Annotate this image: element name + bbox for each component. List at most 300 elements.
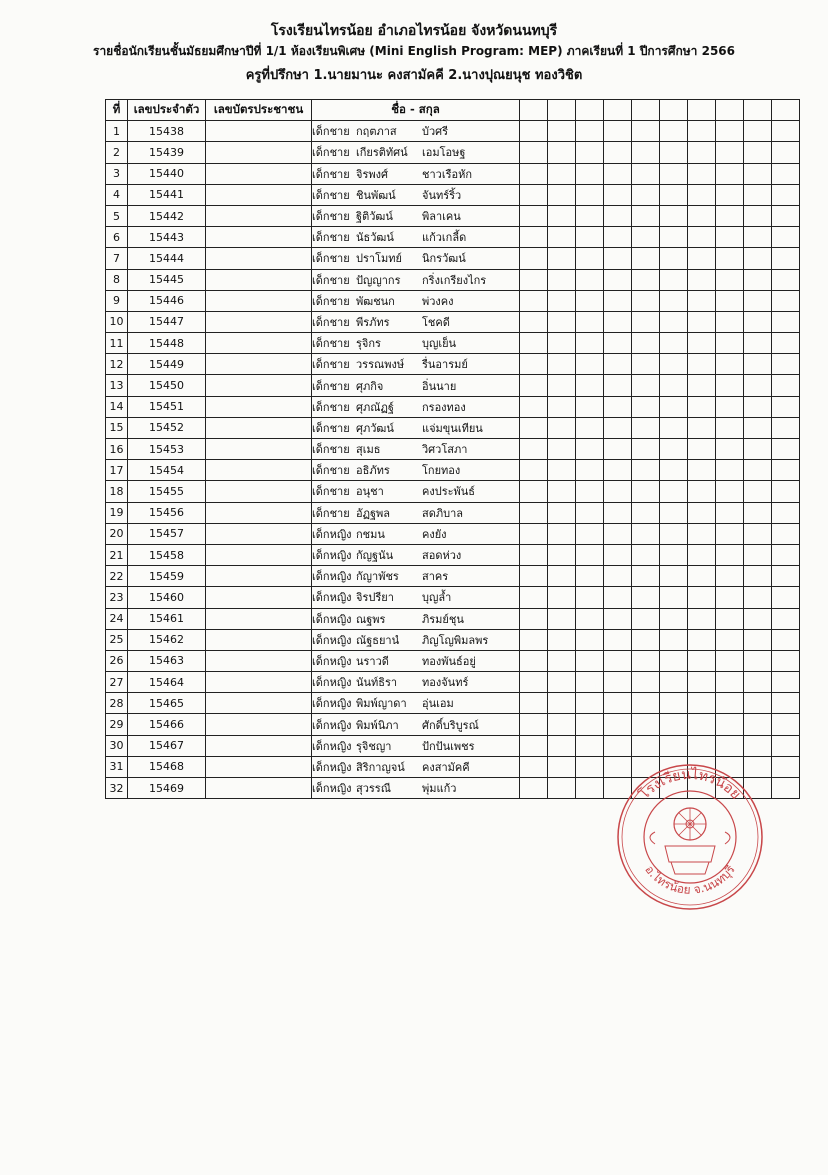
blank-cell xyxy=(548,735,576,756)
student-name-cell xyxy=(312,629,520,650)
last-name: จันทร์ริ้ว xyxy=(422,188,462,202)
row-number: 29 xyxy=(106,714,128,735)
blank-cell xyxy=(604,121,632,142)
blank-cell xyxy=(576,417,604,438)
table-header-row xyxy=(106,100,800,121)
blank-cell xyxy=(576,629,604,650)
blank-cell xyxy=(716,460,744,481)
blank-cell xyxy=(548,693,576,714)
blank-cell xyxy=(604,566,632,587)
blank-cell xyxy=(688,375,716,396)
student-name-cell xyxy=(312,608,520,629)
name-prefix: เด็กหญิง xyxy=(312,782,352,796)
blank-cell xyxy=(688,587,716,608)
row-number: 9 xyxy=(106,290,128,311)
student-name-cell xyxy=(312,714,520,735)
name-prefix: เด็กชาย xyxy=(312,294,350,308)
seal-bottom-text: อ.ไทรน้อย จ.นนทบุรี xyxy=(642,862,738,897)
national-id-cell xyxy=(206,333,312,354)
blank-cell xyxy=(772,439,800,460)
table-row xyxy=(106,290,800,311)
blank-cell xyxy=(548,523,576,544)
blank-cell xyxy=(632,439,660,460)
blank-cell xyxy=(772,227,800,248)
row-number: 14 xyxy=(106,396,128,417)
blank-cell xyxy=(576,290,604,311)
blank-cell xyxy=(520,566,548,587)
blank-cell xyxy=(660,587,688,608)
blank-cell xyxy=(660,544,688,565)
blank-cell xyxy=(772,184,800,205)
blank-cell xyxy=(520,396,548,417)
blank-cell xyxy=(660,375,688,396)
blank-cell xyxy=(772,778,800,799)
blank-cell xyxy=(520,290,548,311)
blank-cell xyxy=(744,650,772,671)
blank-cell xyxy=(548,184,576,205)
blank-cell xyxy=(548,460,576,481)
blank-cell xyxy=(772,375,800,396)
blank-cell xyxy=(576,333,604,354)
table-row xyxy=(106,650,800,671)
table-row xyxy=(106,608,800,629)
blank-cell xyxy=(744,523,772,544)
blank-cell xyxy=(604,481,632,502)
student-id: 15459 xyxy=(128,566,206,587)
blank-cell xyxy=(604,439,632,460)
table-row xyxy=(106,502,800,523)
blank-cell xyxy=(660,608,688,629)
blank-cell xyxy=(688,142,716,163)
blank-cell xyxy=(716,205,744,226)
blank-cell xyxy=(772,333,800,354)
student-name-cell xyxy=(312,396,520,417)
blank-cell xyxy=(716,481,744,502)
first-name: อนุชา xyxy=(356,485,384,499)
blank-cell xyxy=(604,248,632,269)
blank-cell xyxy=(772,735,800,756)
blank-cell xyxy=(772,650,800,671)
name-prefix: เด็กหญิง xyxy=(312,654,352,668)
first-name: ฐิติวัฒน์ xyxy=(356,210,393,224)
blank-cell xyxy=(548,227,576,248)
first-name: พิมพ์นิภา xyxy=(356,718,399,732)
first-name: จิรปรียา xyxy=(356,591,394,605)
blank-cell xyxy=(604,354,632,375)
blank-cell xyxy=(716,248,744,269)
first-name: กชมน xyxy=(356,527,385,541)
last-name: คงสามัคคี xyxy=(422,760,470,774)
blank-cell xyxy=(548,417,576,438)
student-id: 15463 xyxy=(128,650,206,671)
name-prefix: เด็กชาย xyxy=(312,379,350,393)
blank-cell xyxy=(604,629,632,650)
blank-cell xyxy=(744,269,772,290)
blank-cell xyxy=(632,354,660,375)
blank-cell xyxy=(520,227,548,248)
blank-cell xyxy=(660,227,688,248)
blank-cell xyxy=(688,544,716,565)
blank-cell xyxy=(772,396,800,417)
name-prefix: เด็กชาย xyxy=(312,485,350,499)
blank-cell xyxy=(604,608,632,629)
blank-column-header xyxy=(772,100,800,121)
blank-cell xyxy=(772,566,800,587)
last-name: แจ่มขุนเทียน xyxy=(422,421,483,435)
table-row xyxy=(106,121,800,142)
first-name: กัญาพัชร xyxy=(356,570,399,584)
first-name: ปัญญากร xyxy=(356,273,401,287)
blank-cell xyxy=(548,608,576,629)
blank-cell xyxy=(688,523,716,544)
blank-cell xyxy=(604,311,632,332)
blank-cell xyxy=(576,566,604,587)
name-prefix: เด็กหญิง xyxy=(312,633,352,647)
first-name: พีรภัทร xyxy=(356,315,390,329)
blank-cell xyxy=(772,714,800,735)
first-name: เกียรติทัศน์ xyxy=(356,146,408,160)
name-prefix: เด็กหญิง xyxy=(312,697,352,711)
blank-cell xyxy=(688,502,716,523)
blank-cell xyxy=(548,311,576,332)
blank-cell xyxy=(716,269,744,290)
blank-cell xyxy=(716,523,744,544)
blank-cell xyxy=(632,248,660,269)
name-prefix: เด็กชาย xyxy=(312,464,350,478)
student-id: 15456 xyxy=(128,502,206,523)
blank-cell xyxy=(744,587,772,608)
blank-cell xyxy=(576,650,604,671)
blank-cell xyxy=(576,121,604,142)
blank-cell xyxy=(688,205,716,226)
roster-body xyxy=(106,121,800,799)
blank-cell xyxy=(688,311,716,332)
blank-cell xyxy=(716,566,744,587)
first-name: ชินพัฒน์ xyxy=(356,188,396,202)
blank-cell xyxy=(660,269,688,290)
table-row xyxy=(106,311,800,332)
blank-cell xyxy=(744,608,772,629)
blank-cell xyxy=(688,460,716,481)
national-id-cell xyxy=(206,248,312,269)
student-id: 15443 xyxy=(128,227,206,248)
student-id: 15452 xyxy=(128,417,206,438)
table-row xyxy=(106,163,800,184)
first-name: นันท์ธิรา xyxy=(356,676,398,690)
last-name: อิ่นนาย xyxy=(422,379,457,393)
name-prefix: เด็กชาย xyxy=(312,210,350,224)
blank-cell xyxy=(576,163,604,184)
student-id: 15441 xyxy=(128,184,206,205)
blank-cell xyxy=(548,142,576,163)
blank-column-header xyxy=(520,100,548,121)
name-prefix: เด็กหญิง xyxy=(312,676,352,690)
last-name: กริ่งเกรียงไกร xyxy=(422,273,487,287)
row-number: 15 xyxy=(106,417,128,438)
blank-cell xyxy=(604,502,632,523)
row-number: 30 xyxy=(106,735,128,756)
blank-cell xyxy=(716,142,744,163)
row-number: 23 xyxy=(106,587,128,608)
blank-cell xyxy=(632,290,660,311)
student-id: 15453 xyxy=(128,439,206,460)
blank-cell xyxy=(548,650,576,671)
student-id: 15448 xyxy=(128,333,206,354)
national-id-cell xyxy=(206,184,312,205)
last-name: พุ่มแก้ว xyxy=(422,782,457,796)
blank-cell xyxy=(604,184,632,205)
blank-cell xyxy=(548,714,576,735)
blank-cell xyxy=(772,460,800,481)
blank-cell xyxy=(576,354,604,375)
blank-cell xyxy=(772,523,800,544)
blank-cell xyxy=(576,184,604,205)
blank-cell xyxy=(660,735,688,756)
name-prefix: เด็กหญิง xyxy=(312,739,352,753)
table-row xyxy=(106,629,800,650)
row-number: 25 xyxy=(106,629,128,650)
national-id-cell xyxy=(206,142,312,163)
national-id-cell xyxy=(206,650,312,671)
student-name-cell xyxy=(312,227,520,248)
table-row xyxy=(106,205,800,226)
national-id-cell xyxy=(206,205,312,226)
blank-cell xyxy=(520,481,548,502)
student-name-cell xyxy=(312,333,520,354)
blank-cell xyxy=(576,735,604,756)
blank-cell xyxy=(520,502,548,523)
blank-cell xyxy=(520,523,548,544)
student-id: 15450 xyxy=(128,375,206,396)
blank-cell xyxy=(716,608,744,629)
blank-cell xyxy=(744,375,772,396)
last-name: อุ่นเอม xyxy=(422,697,454,711)
blank-cell xyxy=(632,608,660,629)
student-id: 15468 xyxy=(128,756,206,777)
blank-cell xyxy=(576,587,604,608)
row-number: 10 xyxy=(106,311,128,332)
blank-cell xyxy=(520,756,548,777)
row-number: 13 xyxy=(106,375,128,396)
row-number: 8 xyxy=(106,269,128,290)
blank-cell xyxy=(604,544,632,565)
blank-cell xyxy=(716,629,744,650)
blank-cell xyxy=(716,417,744,438)
national-id-cell xyxy=(206,523,312,544)
table-row xyxy=(106,417,800,438)
blank-cell xyxy=(576,205,604,226)
name-prefix: เด็กหญิง xyxy=(312,760,352,774)
blank-cell xyxy=(576,227,604,248)
blank-cell xyxy=(772,544,800,565)
school-title: โรงเรียนไทรน้อย อำเภอไทรน้อย จังหวัดนนทบุรี xyxy=(270,23,558,39)
column-header-full-name: ชื่อ - สกุล xyxy=(312,100,520,121)
blank-cell xyxy=(688,184,716,205)
blank-cell xyxy=(632,650,660,671)
name-prefix: เด็กหญิง xyxy=(312,591,352,605)
student-name-cell xyxy=(312,417,520,438)
last-name: บัวศรี xyxy=(422,125,449,139)
blank-cell xyxy=(576,544,604,565)
blank-cell xyxy=(772,481,800,502)
blank-cell xyxy=(660,629,688,650)
blank-cell xyxy=(688,735,716,756)
first-name: สุเมธ xyxy=(356,443,381,457)
blank-cell xyxy=(520,629,548,650)
blank-cell xyxy=(660,693,688,714)
first-name: ณัฐธยานํ xyxy=(356,633,400,647)
blank-cell xyxy=(716,163,744,184)
blank-column-header xyxy=(660,100,688,121)
student-name-cell xyxy=(312,481,520,502)
student-id: 15446 xyxy=(128,290,206,311)
blank-cell xyxy=(576,714,604,735)
blank-cell xyxy=(632,672,660,693)
blank-cell xyxy=(772,629,800,650)
student-name-cell xyxy=(312,205,520,226)
student-name-cell xyxy=(312,248,520,269)
blank-cell xyxy=(688,121,716,142)
blank-cell xyxy=(716,396,744,417)
last-name: คงประพันธ์ xyxy=(422,485,476,499)
student-roster-table xyxy=(105,99,800,799)
national-id-cell xyxy=(206,587,312,608)
table-row xyxy=(106,693,800,714)
seal-top-text: โรงเรียนไทรน้อย xyxy=(636,766,744,803)
blank-cell xyxy=(772,142,800,163)
table-row xyxy=(106,375,800,396)
student-name-cell xyxy=(312,693,520,714)
blank-cell xyxy=(660,121,688,142)
student-id: 15466 xyxy=(128,714,206,735)
student-name-cell xyxy=(312,142,520,163)
blank-cell xyxy=(604,375,632,396)
national-id-cell xyxy=(206,502,312,523)
last-name: สดภิบาล xyxy=(422,506,464,520)
name-prefix: เด็กหญิง xyxy=(312,549,352,563)
blank-cell xyxy=(520,163,548,184)
blank-cell xyxy=(716,375,744,396)
first-name: อัฏฐพล xyxy=(356,506,391,520)
blank-cell xyxy=(576,502,604,523)
blank-cell xyxy=(604,290,632,311)
last-name: ชาวเรือหัก xyxy=(422,167,473,181)
national-id-cell xyxy=(206,481,312,502)
svg-text:อ.ไทรน้อย จ.นนทบุรี xyxy=(642,862,738,897)
student-id: 15467 xyxy=(128,735,206,756)
last-name: พิลาเคน xyxy=(422,210,461,224)
blank-cell xyxy=(660,396,688,417)
student-name-cell xyxy=(312,375,520,396)
table-row xyxy=(106,439,800,460)
first-name: อธิภัทร xyxy=(356,464,390,478)
first-name: สุวรรณี xyxy=(356,782,391,796)
blank-cell xyxy=(548,629,576,650)
name-prefix: เด็กชาย xyxy=(312,188,350,202)
blank-cell xyxy=(660,333,688,354)
row-number: 6 xyxy=(106,227,128,248)
name-prefix: เด็กชาย xyxy=(312,337,350,351)
national-id-cell xyxy=(206,290,312,311)
blank-cell xyxy=(660,714,688,735)
blank-cell xyxy=(716,502,744,523)
national-id-cell xyxy=(206,693,312,714)
blank-cell xyxy=(688,269,716,290)
last-name: สอดห่วง xyxy=(422,549,462,563)
blank-cell xyxy=(576,396,604,417)
row-number: 16 xyxy=(106,439,128,460)
blank-cell xyxy=(716,184,744,205)
student-name-cell xyxy=(312,121,520,142)
row-number: 27 xyxy=(106,672,128,693)
student-name-cell xyxy=(312,650,520,671)
blank-cell xyxy=(520,417,548,438)
national-id-cell xyxy=(206,735,312,756)
national-id-cell xyxy=(206,417,312,438)
table-row xyxy=(106,735,800,756)
blank-cell xyxy=(660,439,688,460)
blank-cell xyxy=(688,650,716,671)
blank-cell xyxy=(772,205,800,226)
row-number: 24 xyxy=(106,608,128,629)
blank-cell xyxy=(548,269,576,290)
student-name-cell xyxy=(312,460,520,481)
blank-cell xyxy=(688,693,716,714)
name-prefix: เด็กชาย xyxy=(312,125,350,139)
blank-cell xyxy=(548,248,576,269)
blank-cell xyxy=(576,523,604,544)
blank-cell xyxy=(520,735,548,756)
student-id: 15444 xyxy=(128,248,206,269)
blank-cell xyxy=(604,523,632,544)
last-name: โชคดี xyxy=(422,315,450,329)
blank-cell xyxy=(688,163,716,184)
blank-cell xyxy=(548,672,576,693)
student-id: 15438 xyxy=(128,121,206,142)
blank-cell xyxy=(604,650,632,671)
blank-cell xyxy=(632,460,660,481)
blank-cell xyxy=(576,608,604,629)
blank-cell xyxy=(632,417,660,438)
blank-cell xyxy=(772,756,800,777)
blank-cell xyxy=(604,269,632,290)
blank-cell xyxy=(576,142,604,163)
blank-cell xyxy=(520,672,548,693)
blank-cell xyxy=(716,672,744,693)
blank-cell xyxy=(604,227,632,248)
blank-cell xyxy=(548,778,576,799)
blank-cell xyxy=(520,608,548,629)
student-id: 15462 xyxy=(128,629,206,650)
blank-cell xyxy=(604,460,632,481)
blank-cell xyxy=(772,290,800,311)
blank-cell xyxy=(548,205,576,226)
last-name: ทองพันธ์อยู่ xyxy=(422,654,476,668)
row-number: 11 xyxy=(106,333,128,354)
blank-cell xyxy=(744,311,772,332)
blank-cell xyxy=(576,693,604,714)
blank-cell xyxy=(772,248,800,269)
row-number: 18 xyxy=(106,481,128,502)
blank-cell xyxy=(716,544,744,565)
blank-cell xyxy=(548,333,576,354)
blank-column-header xyxy=(632,100,660,121)
blank-cell xyxy=(632,205,660,226)
name-prefix: เด็กชาย xyxy=(312,167,350,181)
student-id: 15442 xyxy=(128,205,206,226)
first-name: รุจิกร xyxy=(356,337,381,351)
blank-cell xyxy=(604,672,632,693)
